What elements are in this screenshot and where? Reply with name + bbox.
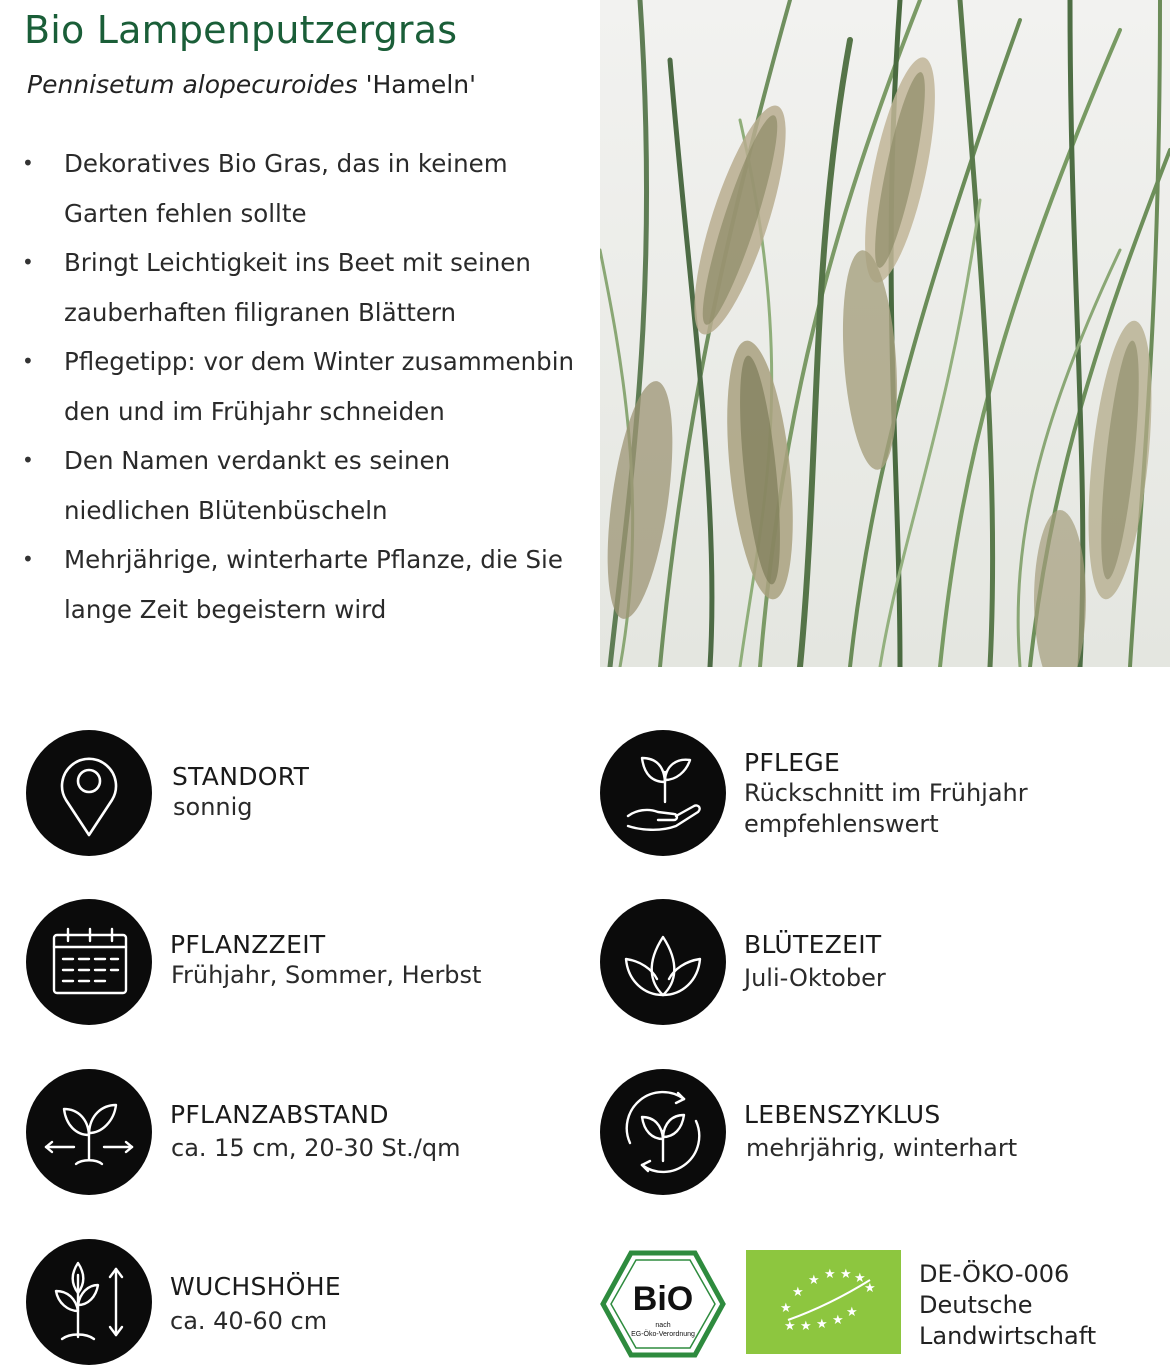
bullet-item (22, 535, 582, 634)
latin-name: Pennisetum alopecuroides (27, 70, 358, 99)
svg-text:★: ★ (824, 1267, 836, 1282)
feature-bullet-list (22, 139, 582, 634)
cert-line: Deutsche (919, 1291, 1033, 1319)
feature-value-line: empfehlenswert (744, 810, 939, 838)
bullet-line: lange Zeit begeistern wird (64, 594, 387, 624)
feature-value: mehrjährig, winterhart (746, 1134, 1018, 1162)
feature-title: PFLANZZEIT (170, 930, 326, 959)
feature-title: STANDORT (172, 762, 310, 791)
bullet-line: Pflegetipp: vor dem Winter zusammenbin (64, 347, 575, 376)
svg-text:★: ★ (808, 1273, 820, 1288)
feature-wuchshoehe (26, 1239, 546, 1365)
feature-value: ca. 15 cm, 20-30 St./qm (171, 1134, 461, 1162)
bullet-line: Bringt Leichtigkeit ins Beet mit seinen (64, 248, 531, 277)
feature-pflanzabstand (26, 1069, 546, 1195)
feature-value: Frühjahr, Sommer, Herbst (171, 961, 482, 989)
cert-code: DE-ÖKO-006 (919, 1260, 1070, 1288)
svg-text:★: ★ (864, 1281, 876, 1296)
bio-seal-logo (600, 1250, 726, 1358)
feature-pflege (600, 730, 1160, 856)
bullet-line: zauberhaften filigranen Blättern (64, 297, 457, 327)
svg-text:★: ★ (784, 1319, 796, 1334)
svg-text:★: ★ (840, 1267, 852, 1282)
bullet-line: niedlichen Blütenbüscheln (64, 495, 388, 525)
bullet-line: den und im Frühjahr schneiden (64, 396, 445, 426)
feature-pflanzzeit (26, 899, 546, 1025)
feature-bluetezeit (600, 899, 1160, 1025)
botanical-name (27, 70, 476, 99)
bio-seal-text: BiO (632, 1280, 694, 1318)
cultivar-name: 'Hameln' (357, 70, 476, 99)
bio-seal-subtext: EG-Öko-Verordnung (631, 1331, 695, 1338)
plant-spacing-icon (26, 1069, 152, 1195)
plant-cycle-icon (600, 1069, 726, 1195)
svg-text:★: ★ (780, 1301, 792, 1316)
seedling-hand-icon (600, 730, 726, 856)
plant-height-icon (26, 1239, 152, 1365)
feature-title: WUCHSHÖHE (170, 1272, 341, 1301)
product-title: Bio Lampenputzergras (24, 8, 458, 52)
svg-text:★: ★ (846, 1305, 858, 1320)
svg-text:★: ★ (792, 1285, 804, 1300)
feature-value-line: Rückschnitt im Frühjahr (744, 779, 1028, 807)
feature-title: PFLANZABSTAND (170, 1100, 389, 1129)
location-pin-icon (26, 730, 152, 856)
bullet-item (22, 139, 582, 238)
feature-value (744, 778, 1028, 840)
svg-text:★: ★ (800, 1319, 812, 1334)
bio-seal-subtext: nach (655, 1322, 671, 1329)
feature-title: LEBENSZYKLUS (744, 1100, 941, 1129)
bullet-item (22, 436, 582, 535)
feature-value: Juli-Oktober (744, 964, 886, 992)
eu-organic-leaf-logo (746, 1250, 901, 1354)
cert-line: Landwirtschaft (919, 1322, 1097, 1350)
svg-text:★: ★ (832, 1313, 844, 1328)
product-photo (600, 0, 1170, 667)
lotus-flower-icon (600, 899, 726, 1025)
feature-title: BLÜTEZEIT (744, 930, 882, 959)
feature-value: sonnig (173, 793, 253, 821)
feature-value: ca. 40-60 cm (170, 1307, 328, 1335)
bullet-item (22, 337, 582, 436)
svg-text:★: ★ (816, 1317, 828, 1332)
bullet-line: Dekoratives Bio Gras, das in keinem (64, 149, 508, 178)
feature-standort (26, 730, 546, 856)
feature-title: PFLEGE (744, 748, 841, 777)
bullet-item (22, 238, 582, 337)
grass-photo-illustration (600, 0, 1170, 667)
eu-star-leaf-icon (746, 1250, 901, 1354)
bullet-line: Den Namen verdankt es seinen (64, 446, 451, 475)
certification-text (919, 1259, 1096, 1352)
calendar-icon (26, 899, 152, 1025)
bullet-line: Garten fehlen sollte (64, 198, 307, 228)
bullet-line: Mehrjährige, winterharte Pflanze, die Sie (64, 545, 563, 574)
svg-text:★: ★ (854, 1271, 866, 1286)
feature-lebenszyklus (600, 1069, 1160, 1195)
